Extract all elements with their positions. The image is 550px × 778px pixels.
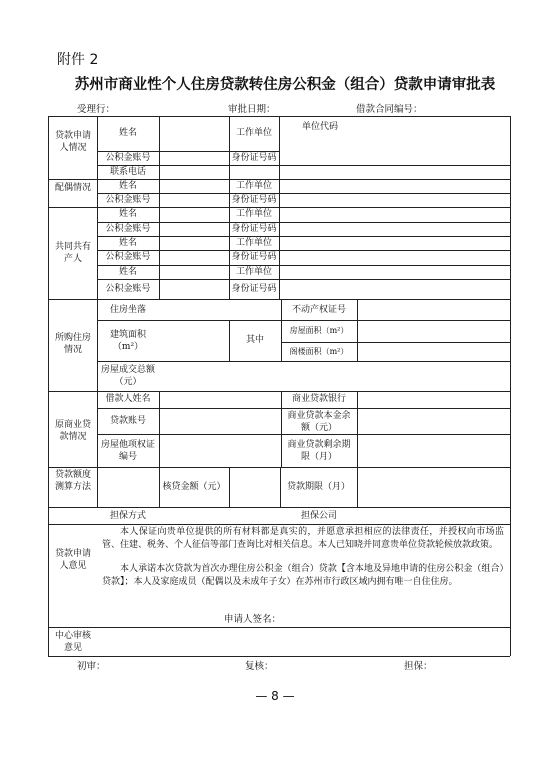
applicant-name-label: 姓名: [118, 128, 137, 138]
footer-recheck: 复核：: [245, 661, 274, 672]
co-owner-1-name-label: 姓名: [118, 209, 137, 219]
quota-amount-label: 核贷金额（元）: [162, 482, 226, 492]
co-owner-3-id-label: 身份证号码: [231, 284, 277, 294]
house-section-label: 所购住房情况: [54, 333, 91, 355]
orig-loan-borrower-label: 借款人姓名: [105, 394, 151, 404]
co-owner-3-fund-account-label: 公积金账号: [105, 284, 151, 294]
orig-loan-section-label: 原商业贷款情况: [54, 420, 91, 442]
quota-term-label: 贷款期限（月）: [286, 482, 350, 492]
house-price-label: 房屋成交总额（元）: [101, 365, 156, 387]
meta-contract: 借款合同编号：: [356, 104, 423, 115]
meta-bank: 受理行：: [77, 104, 116, 115]
applicant-section-label: 贷款申请人情况: [54, 131, 91, 153]
house-cert-label: 不动产权证号: [291, 305, 346, 315]
house-attic-area-label: 阁楼面积（m²）: [289, 347, 349, 356]
co-owner-2-name-label: 姓名: [118, 238, 137, 248]
orig-loan-balance-label: 商业贷款本金余额（元）: [287, 411, 351, 433]
applicant-unit-code-label: 单位代码: [301, 122, 338, 132]
applicant-phone-label: 联系电话: [109, 167, 146, 177]
co-owner-1-id-label: 身份证号码: [231, 224, 277, 234]
orig-loan-account-label: 贷款账号: [109, 416, 146, 426]
house-floor-area-label: 房屋面积（m²）: [289, 326, 349, 335]
opinion-paragraph-1: 本人保证向贵单位提供的所有材料都是真实的，并愿意承担相应的法律责任，并授权向市场监管、住建、税务、个人征信等部门查询比对相关信息。本人已知晓并同意贵单位贷款轮候放款政策。: [102, 527, 504, 550]
co-owner-1-fund-account-label: 公积金账号: [105, 224, 151, 234]
center-review-label: 中心审核意见: [54, 631, 91, 653]
co-owner-2-fund-account-label: 公积金账号: [105, 252, 151, 262]
applicant-work-unit-label: 工作单位: [235, 128, 272, 138]
guarantee-method-label: 担保方式: [109, 511, 146, 521]
applicant-id-label: 身份证号码: [231, 153, 277, 163]
guarantee-company-label: 担保公司: [300, 511, 337, 521]
co-owners-section-label: 共同共有产人: [54, 242, 91, 264]
house-location-label: 住房坐落: [109, 305, 146, 315]
co-owner-3-name-label: 姓名: [118, 267, 137, 277]
opinion-paragraph-2: 本人承诺本次贷款为首次办理住房公积金（组合）贷款【含本地及异地申请的住房公积金（组合）贷款】；本人及家庭成员（配偶以及未成年子女）在苏州市行政区域内拥有唯一自住住房。: [102, 564, 504, 587]
spouse-id-label: 身份证号码: [231, 195, 277, 205]
footer-guarantee: 担保：: [404, 661, 433, 672]
opinion-section-label: 贷款申请人意见: [54, 549, 91, 571]
co-owner-3-work-unit-label: 工作单位: [235, 267, 272, 277]
co-owner-1-work-unit-label: 工作单位: [235, 209, 272, 219]
attachment-label: 附件 2: [57, 52, 99, 68]
spouse-fund-account-label: 公积金账号: [105, 195, 151, 205]
house-among-label: 其中: [245, 335, 264, 345]
spouse-section-label: 配偶情况: [54, 183, 91, 193]
quota-section-label: 贷款额度测算方法: [54, 470, 91, 492]
footer-initial-review: 初审：: [77, 661, 106, 672]
orig-loan-bank-label: 商业贷款银行: [291, 394, 346, 404]
orig-loan-other-cert-label: 房屋他项权证编号: [101, 440, 156, 462]
meta-date: 审批日期：: [228, 104, 276, 115]
form-title: 苏州市商业性个人住房贷款转住房公积金（组合）贷款申请审批表: [74, 77, 496, 93]
spouse-work-unit-label: 工作单位: [235, 181, 272, 191]
applicant-fund-account-label: 公积金账号: [105, 153, 151, 163]
page-number: — 8 —: [255, 689, 295, 703]
house-area-label: 建筑面积（m²）: [109, 330, 146, 352]
orig-loan-remaining-label: 商业贷款剩余期限（月）: [287, 440, 351, 462]
applicant-signature-label: 申请人签名：: [224, 614, 282, 625]
co-owner-2-work-unit-label: 工作单位: [235, 238, 272, 248]
spouse-name-label: 姓名: [118, 181, 137, 191]
co-owner-2-id-label: 身份证号码: [231, 252, 277, 262]
